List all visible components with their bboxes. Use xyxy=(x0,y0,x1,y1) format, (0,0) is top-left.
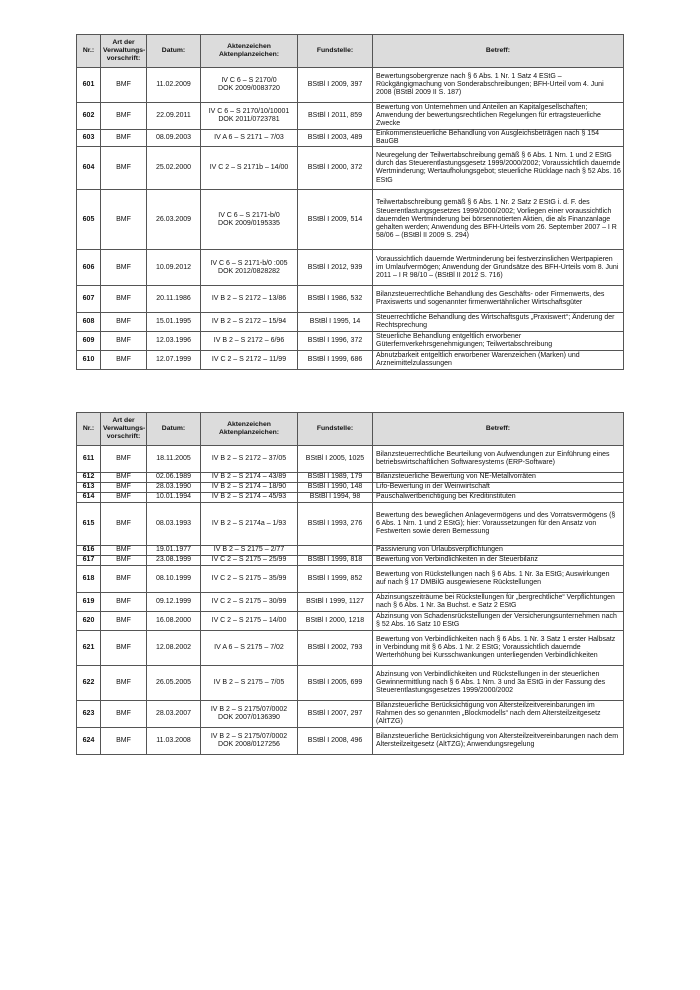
cell-datum: 11.02.2009 xyxy=(147,68,201,103)
header-fund: Fundstelle: xyxy=(298,35,373,68)
cell-betreff: Bewertung von Rückstellungen nach § 6 Abs. 1 Nr. 3a EStG; Auswirkungen auf nach § 17 DMBilG ausgewiesene Rückstellungen xyxy=(373,566,624,593)
cell-nr: 609 xyxy=(77,332,101,351)
cell-nr: 615 xyxy=(77,503,101,546)
cell-betreff: Bewertung von Verbindlichkeiten in der Steuerbilanz xyxy=(373,556,624,566)
cell-betreff: Abnutzbarkeit entgeltlich erworbener Warenzeichen (Marken) und Arzneimittelzulassungen xyxy=(373,351,624,370)
cell-aktenzeichen: IV C 6 – S 2170/10/10001 DOK 2011/0723781 xyxy=(201,103,298,130)
cell-fundstelle: BStBl I 1999, 686 xyxy=(298,351,373,370)
header-row xyxy=(77,35,624,68)
cell-fundstelle: BStBl I 1990, 148 xyxy=(298,483,373,493)
table-row xyxy=(77,147,624,190)
cell-nr: 623 xyxy=(77,701,101,728)
cell-betreff: Bewertung von Unternehmen und Anteilen an Kapitalgesellschaften; Anwendung der bewertungsrechtlichen Regelungen für ertragsteuerliche Zwecke xyxy=(373,103,624,130)
cell-betreff: Abzinsung von Schadensrückstellungen der Versicherungsunternehmen nach § 52 Abs. 16 Satz 10 EStG xyxy=(373,612,624,631)
cell-datum: 23.08.1999 xyxy=(147,556,201,566)
cell-datum: 09.12.1999 xyxy=(147,593,201,612)
cell-art: BMF xyxy=(101,332,147,351)
cell-aktenzeichen: IV B 2 – S 2172 – 15/94 xyxy=(201,313,298,332)
cell-art: BMF xyxy=(101,612,147,631)
cell-art: BMF xyxy=(101,313,147,332)
cell-art: BMF xyxy=(101,68,147,103)
cell-fundstelle: BStBl I 2008, 496 xyxy=(298,728,373,755)
cell-fundstelle: BStBl I 1996, 372 xyxy=(298,332,373,351)
cell-nr: 612 xyxy=(77,473,101,483)
cell-betreff: Abzinsungszeiträume bei Rückstellungen für „bergrechtliche“ Verpflichtungen nach § 6 Abs. 1 Nr. 3a Buchst. e Satz 2 EStG xyxy=(373,593,624,612)
table-row xyxy=(77,566,624,593)
table-row xyxy=(77,483,624,493)
cell-nr: 618 xyxy=(77,566,101,593)
table-row xyxy=(77,593,624,612)
cell-aktenzeichen: IV B 2 – S 2174a – 1/93 xyxy=(201,503,298,546)
cell-art: BMF xyxy=(101,351,147,370)
cell-datum: 26.03.2009 xyxy=(147,190,201,250)
cell-nr: 619 xyxy=(77,593,101,612)
cell-fundstelle: BStBl I 1999, 1127 xyxy=(298,593,373,612)
table-row xyxy=(77,701,624,728)
table-row xyxy=(77,556,624,566)
cell-fundstelle xyxy=(298,546,373,556)
cell-aktenzeichen: IV C 2 – S 2175 – 30/99 xyxy=(201,593,298,612)
cell-aktenzeichen: IV B 2 – S 2172 – 6/96 xyxy=(201,332,298,351)
cell-nr: 620 xyxy=(77,612,101,631)
cell-fundstelle: BStBl I 1989, 179 xyxy=(298,473,373,483)
cell-nr: 604 xyxy=(77,147,101,190)
cell-art: BMF xyxy=(101,493,147,503)
cell-betreff: Bewertung von Verbindlichkeiten nach § 6 Abs. 1 Nr. 3 Satz 1 erster Halbsatz in Verbindung mit § 6 Abs. 1 Nr. 2 EStG; Voraussichtlich dauernde Werterhöhung bei Kursschwankungen unterliegenden Verbindlichkeiten xyxy=(373,631,624,666)
cell-fundstelle: BStBl I 2003, 489 xyxy=(298,130,373,147)
cell-betreff: Voraussichtlich dauernde Wertminderung bei festverzinslichen Wertpapieren im Umlaufvermögen; Anwendung der Grundsätze des BFH-Urteils vom 8. Juni 2011 – I R 98/10 – (BStBl II 2012 S. 716) xyxy=(373,250,624,286)
cell-datum: 28.03.2007 xyxy=(147,701,201,728)
cell-nr: 608 xyxy=(77,313,101,332)
cell-fundstelle: BStBl I 2000, 1218 xyxy=(298,612,373,631)
cell-betreff: Bilanzsteuerrechtliche Behandlung des Geschäfts- oder Firmenwerts, des Praxiswerts und sogenannter firmenwertähnlicher Wirtschaftsgüter xyxy=(373,286,624,313)
cell-aktenzeichen: IV C 2 – S 2175 – 14/00 xyxy=(201,612,298,631)
table-row xyxy=(77,728,624,755)
header-nr: Nr.: xyxy=(77,35,101,68)
cell-art: BMF xyxy=(101,631,147,666)
cell-betreff: Einkommensteuerliche Behandlung von Ausgleichsbeträgen nach § 154 BauGB xyxy=(373,130,624,147)
cell-nr: 616 xyxy=(77,546,101,556)
table-row xyxy=(77,190,624,250)
cell-art: BMF xyxy=(101,130,147,147)
cell-nr: 606 xyxy=(77,250,101,286)
header-fund: Fundstelle: xyxy=(298,413,373,446)
table-row xyxy=(77,130,624,147)
cell-betreff: Steuerliche Behandlung entgeltlich erworbener Güterfernverkehrsgenehmigungen; Teilwertabschreibung xyxy=(373,332,624,351)
cell-fundstelle: BStBl I 2005, 1025 xyxy=(298,446,373,473)
cell-nr: 603 xyxy=(77,130,101,147)
table-row xyxy=(77,313,624,332)
header-nr: Nr.: xyxy=(77,413,101,446)
header-row xyxy=(77,413,624,446)
cell-nr: 607 xyxy=(77,286,101,313)
cell-aktenzeichen: IV C 2 – S 2172 – 11/99 xyxy=(201,351,298,370)
header-art: Art der Verwaltungs-vorschrift: xyxy=(101,35,147,68)
cell-nr: 613 xyxy=(77,483,101,493)
cell-art: BMF xyxy=(101,483,147,493)
cell-datum: 08.09.2003 xyxy=(147,130,201,147)
cell-betreff: Pauschalwertberichtigung bei Kreditinstituten xyxy=(373,493,624,503)
cell-fundstelle: BStBl I 1995, 14 xyxy=(298,313,373,332)
table-row xyxy=(77,503,624,546)
table-row xyxy=(77,332,624,351)
cell-fundstelle: BStBl I 2011, 859 xyxy=(298,103,373,130)
cell-art: BMF xyxy=(101,103,147,130)
cell-art: BMF xyxy=(101,546,147,556)
cell-fundstelle: BStBl I 2009, 397 xyxy=(298,68,373,103)
cell-datum: 12.08.2002 xyxy=(147,631,201,666)
cell-art: BMF xyxy=(101,593,147,612)
cell-fundstelle: BStBl I 1986, 532 xyxy=(298,286,373,313)
cell-fundstelle: BStBl I 2007, 297 xyxy=(298,701,373,728)
cell-datum: 10.01.1994 xyxy=(147,493,201,503)
cell-aktenzeichen: IV B 2 – S 2172 – 13/86 xyxy=(201,286,298,313)
cell-aktenzeichen: IV B 2 – S 2174 – 18/90 xyxy=(201,483,298,493)
cell-datum: 08.10.1999 xyxy=(147,566,201,593)
cell-nr: 610 xyxy=(77,351,101,370)
cell-betreff: Abzinsung von Verbindlichkeiten und Rückstellungen in der steuerlichen Gewinnermittlung nach § 6 Abs. 1 Nrn. 3 und 3a EStG in der Fassung des Steuerentlastungsgesetzes 1999/2000/2002 xyxy=(373,666,624,701)
cell-aktenzeichen: IV B 2 – S 2175 – 7/05 xyxy=(201,666,298,701)
cell-aktenzeichen: IV B 2 – S 2175 – 2/77 xyxy=(201,546,298,556)
cell-datum: 12.03.1996 xyxy=(147,332,201,351)
cell-art: BMF xyxy=(101,190,147,250)
cell-nr: 601 xyxy=(77,68,101,103)
header-akten: Aktenzeichen Aktenplanzeichen: xyxy=(201,35,298,68)
cell-datum: 20.11.1986 xyxy=(147,286,201,313)
cell-betreff: Lifo-Bewertung in der Weinwirtschaft xyxy=(373,483,624,493)
cell-fundstelle: BStBl I 2005, 699 xyxy=(298,666,373,701)
cell-aktenzeichen: IV A 6 – S 2175 – 7/02 xyxy=(201,631,298,666)
cell-nr: 617 xyxy=(77,556,101,566)
regulations-table-2 xyxy=(76,412,624,755)
table-row xyxy=(77,493,624,503)
header-datum: Datum: xyxy=(147,35,201,68)
cell-aktenzeichen: IV C 2 – S 2175 – 25/99 xyxy=(201,556,298,566)
cell-datum: 25.02.2000 xyxy=(147,147,201,190)
cell-datum: 16.08.2000 xyxy=(147,612,201,631)
cell-aktenzeichen: IV C 2 – S 2171b – 14/00 xyxy=(201,147,298,190)
cell-nr: 622 xyxy=(77,666,101,701)
cell-nr: 621 xyxy=(77,631,101,666)
table-row xyxy=(77,473,624,483)
table-row xyxy=(77,286,624,313)
regulations-table-1 xyxy=(76,34,624,370)
cell-aktenzeichen: IV B 2 – S 2172 – 37/05 xyxy=(201,446,298,473)
table-row xyxy=(77,446,624,473)
cell-nr: 602 xyxy=(77,103,101,130)
cell-aktenzeichen: IV B 2 – S 2175/07/0002 DOK 2008/0127256 xyxy=(201,728,298,755)
cell-datum: 26.05.2005 xyxy=(147,666,201,701)
cell-betreff: Bilanzsteuerliche Berücksichtigung von Altersteilzeitvereinbarungen im Rahmen des so genannten „Blockmodells“ nach dem Altersteilzeitgesetz (AltTZG) xyxy=(373,701,624,728)
cell-fundstelle: BStBl I 2009, 514 xyxy=(298,190,373,250)
cell-datum: 10.09.2012 xyxy=(147,250,201,286)
cell-fundstelle: BStBl I 1993, 276 xyxy=(298,503,373,546)
cell-datum: 12.07.1999 xyxy=(147,351,201,370)
cell-fundstelle: BStBl I 2002, 793 xyxy=(298,631,373,666)
cell-datum: 22.09.2011 xyxy=(147,103,201,130)
cell-datum: 15.01.1995 xyxy=(147,313,201,332)
table-row xyxy=(77,612,624,631)
cell-datum: 28.03.1990 xyxy=(147,483,201,493)
cell-betreff: Bewertungsobergrenze nach § 6 Abs. 1 Nr. 1 Satz 4 EStG – Rückgängigmachung von Sonderabschreibungen; BFH-Urteil vom 4. Juni 2008 (BStBl 2009 II S. 187) xyxy=(373,68,624,103)
cell-aktenzeichen: IV C 6 – S 2170/0 DOK 2009/0083720 xyxy=(201,68,298,103)
table-row xyxy=(77,68,624,103)
cell-datum: 02.06.1989 xyxy=(147,473,201,483)
cell-aktenzeichen: IV C 6 – S 2171-b/0 :005 DOK 2012/0828282 xyxy=(201,250,298,286)
cell-betreff: Bilanzsteuerliche Bewertung von NE-Metallvorräten xyxy=(373,473,624,483)
cell-art: BMF xyxy=(101,446,147,473)
cell-betreff: Bewertung des beweglichen Anlagevermögens und des Vorratsvermögens (§ 6 Abs. 1 Nrn. 1 und 2 EStG); hier: Voraussetzungen für den Ansatz von Festwerten sowie deren Bemessung xyxy=(373,503,624,546)
cell-art: BMF xyxy=(101,556,147,566)
header-akten: Aktenzeichen Aktenplanzeichen: xyxy=(201,413,298,446)
header-datum: Datum: xyxy=(147,413,201,446)
cell-aktenzeichen: IV B 2 – S 2174 – 43/89 xyxy=(201,473,298,483)
cell-betreff: Passivierung von Urlaubsverpflichtungen xyxy=(373,546,624,556)
cell-betreff: Bilanzsteuerliche Berücksichtigung von Altersteilzeitvereinbarungen nach dem Altersteilzeitgesetz (AltTZG); Anwendungsregelung xyxy=(373,728,624,755)
cell-art: BMF xyxy=(101,728,147,755)
table-row xyxy=(77,103,624,130)
cell-betreff: Neuregelung der Teilwertabschreibung gemäß § 6 Abs. 1 Nrn. 1 und 2 EStG durch das Steuerentlastungsgesetz 1999/2000/2002; Voraussichtlich dauernde Wertminderung; Wertaufholungsgebot; steuerliche Rücklage nach § 52 Abs. 16 EStG xyxy=(373,147,624,190)
cell-art: BMF xyxy=(101,666,147,701)
cell-datum: 19.01.1977 xyxy=(147,546,201,556)
cell-nr: 611 xyxy=(77,446,101,473)
cell-art: BMF xyxy=(101,503,147,546)
cell-nr: 624 xyxy=(77,728,101,755)
table-row xyxy=(77,631,624,666)
cell-betreff: Steuerrechtliche Behandlung des Wirtschaftsguts „Praxiswert“; Änderung der Rechtsprechung xyxy=(373,313,624,332)
cell-art: BMF xyxy=(101,701,147,728)
cell-fundstelle: BStBl I 2000, 372 xyxy=(298,147,373,190)
cell-nr: 605 xyxy=(77,190,101,250)
table-row xyxy=(77,546,624,556)
cell-fundstelle: BStBl I 2012, 939 xyxy=(298,250,373,286)
cell-nr: 614 xyxy=(77,493,101,503)
cell-datum: 18.11.2005 xyxy=(147,446,201,473)
cell-fundstelle: BStBl I 1994, 98 xyxy=(298,493,373,503)
table-row xyxy=(77,351,624,370)
header-art: Art der Verwaltungs-vorschrift: xyxy=(101,413,147,446)
cell-aktenzeichen: IV C 6 – S 2171-b/0 DOK 2009/0195335 xyxy=(201,190,298,250)
table-row xyxy=(77,666,624,701)
cell-fundstelle: BStBl I 1999, 852 xyxy=(298,566,373,593)
cell-art: BMF xyxy=(101,473,147,483)
cell-aktenzeichen: IV B 2 – S 2174 – 45/93 xyxy=(201,493,298,503)
cell-betreff: Teilwertabschreibung gemäß § 6 Abs. 1 Nr. 2 Satz 2 EStG i. d. F. des Steuerentlastungsgesetzes 1999/2000/2002; Vorliegen einer voraussichtlich dauernden Wertminderung bei börsennotierten Aktien, die als Finanzanlage gehalten werden; Anwendung des BFH-Urteils vom 26. September 2007 – I R 58/06 – (BStBl II 2009 S. 294) xyxy=(373,190,624,250)
cell-fundstelle: BStBl I 1999, 818 xyxy=(298,556,373,566)
header-betreff: Betreff: xyxy=(373,413,624,446)
cell-art: BMF xyxy=(101,250,147,286)
cell-aktenzeichen: IV B 2 – S 2175/07/0002 DOK 2007/0136390 xyxy=(201,701,298,728)
header-betreff: Betreff: xyxy=(373,35,624,68)
cell-aktenzeichen: IV C 2 – S 2175 – 35/99 xyxy=(201,566,298,593)
cell-art: BMF xyxy=(101,286,147,313)
cell-art: BMF xyxy=(101,147,147,190)
table-row xyxy=(77,250,624,286)
cell-betreff: Bilanzsteuerrechtliche Beurteilung von Aufwendungen zur Einführung eines betriebswirtschaftlichen Softwaresystems (ERP-Software) xyxy=(373,446,624,473)
cell-art: BMF xyxy=(101,566,147,593)
cell-aktenzeichen: IV A 6 – S 2171 – 7/03 xyxy=(201,130,298,147)
cell-datum: 08.03.1993 xyxy=(147,503,201,546)
cell-datum: 11.03.2008 xyxy=(147,728,201,755)
